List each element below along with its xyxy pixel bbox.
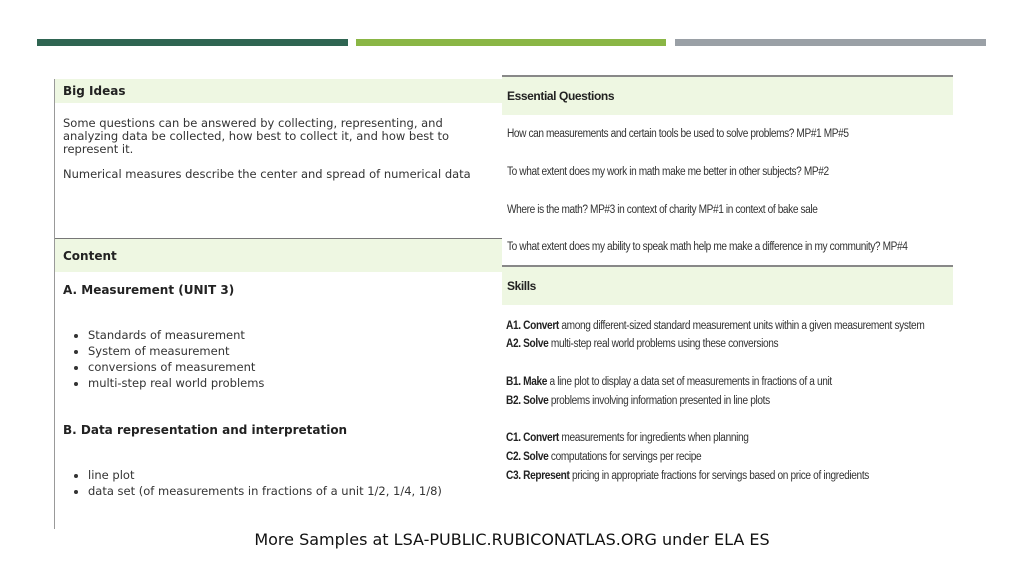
skill-item bbox=[506, 320, 924, 332]
question-item: Where is the math? MP#3 in context of charity MP#1 in context of bake sale bbox=[507, 204, 818, 216]
big-idea-text: Numerical measures describe the center and spread of numerical data bbox=[63, 167, 471, 181]
list-item: • multi-step real world problems bbox=[88, 375, 264, 391]
skill-text: measurements for ingredients when planning bbox=[558, 432, 749, 444]
big-idea-paragraph bbox=[63, 168, 488, 181]
skill-item bbox=[506, 470, 869, 482]
accent-bar-dark-green bbox=[37, 39, 348, 46]
skill-text: a line plot to display a data set of measurements in fractions of a unit bbox=[547, 376, 832, 388]
list-item: • Standards of measurement bbox=[88, 327, 264, 343]
big-ideas-header bbox=[55, 79, 515, 103]
skill-label: C2. Solve bbox=[506, 451, 549, 463]
skill-item bbox=[506, 395, 770, 407]
skill-text: computations for servings per recipe bbox=[548, 451, 702, 463]
section-a-heading: A. Measurement (UNIT 3) bbox=[63, 283, 235, 297]
left-panel bbox=[54, 79, 515, 529]
section-b-list bbox=[55, 467, 442, 499]
right-panel bbox=[502, 75, 953, 495]
skill-label: A1. Convert bbox=[506, 320, 559, 332]
accent-bar-gray bbox=[675, 39, 986, 46]
question-item: To what extent does my ability to speak math help me make a difference in my community? MP#4 bbox=[507, 241, 908, 253]
skill-item bbox=[506, 338, 778, 350]
list-item: • conversions of measurement bbox=[88, 359, 264, 375]
skill-label: B1. Make bbox=[506, 376, 548, 388]
skill-text: pricing in appropriate fractions for servings based on price of ingredients bbox=[569, 470, 869, 482]
skills-header bbox=[502, 267, 953, 305]
skill-label: C3. Represent bbox=[506, 470, 570, 482]
footer-note: More Samples at LSA-PUBLIC.RUBICONATLAS.ORG under ELA ES bbox=[254, 530, 770, 549]
skill-label: C1. Convert bbox=[506, 432, 559, 444]
list-item: • System of measurement bbox=[88, 343, 264, 359]
skill-label: B2. Solve bbox=[506, 395, 549, 407]
skill-item bbox=[506, 451, 701, 463]
skill-item bbox=[506, 432, 749, 444]
section-b-heading: B. Data representation and interpretation bbox=[63, 423, 348, 437]
question-item: To what extent does my work in math make me better in other subjects? MP#2 bbox=[507, 166, 829, 178]
big-ideas-title: Big Ideas bbox=[63, 84, 126, 98]
skill-item bbox=[506, 376, 832, 388]
big-ideas-body bbox=[63, 117, 488, 193]
essential-questions-header bbox=[502, 77, 953, 115]
accent-bar-lime bbox=[356, 39, 666, 46]
skill-text: problems involving information presented in line plots bbox=[548, 395, 770, 407]
big-idea-text: be collected, how best to collect it, and how best to represent it. bbox=[63, 129, 449, 156]
big-idea-paragraph bbox=[63, 117, 488, 156]
essential-questions-title: Essential Questions bbox=[507, 89, 615, 103]
content-header bbox=[55, 239, 515, 272]
skills-title: Skills bbox=[507, 279, 536, 293]
big-idea-text: Some questions can be answered by collecting, representing, and analyzing data bbox=[63, 116, 443, 143]
skill-text: among different-sized standard measurement units within a given measurement system bbox=[558, 320, 925, 332]
content-title: Content bbox=[63, 248, 117, 263]
question-item: How can measurements and certain tools be used to solve problems? MP#1 MP#5 bbox=[507, 128, 849, 140]
skill-text: multi-step real world problems using these conversions bbox=[548, 338, 779, 350]
skill-label: A2. Solve bbox=[506, 338, 549, 350]
section-a-list bbox=[55, 327, 264, 391]
list-item: • line plot bbox=[88, 467, 442, 483]
list-item: • data set (of measurements in fractions of a unit 1/2, 1/4, 1/8) bbox=[88, 483, 442, 499]
